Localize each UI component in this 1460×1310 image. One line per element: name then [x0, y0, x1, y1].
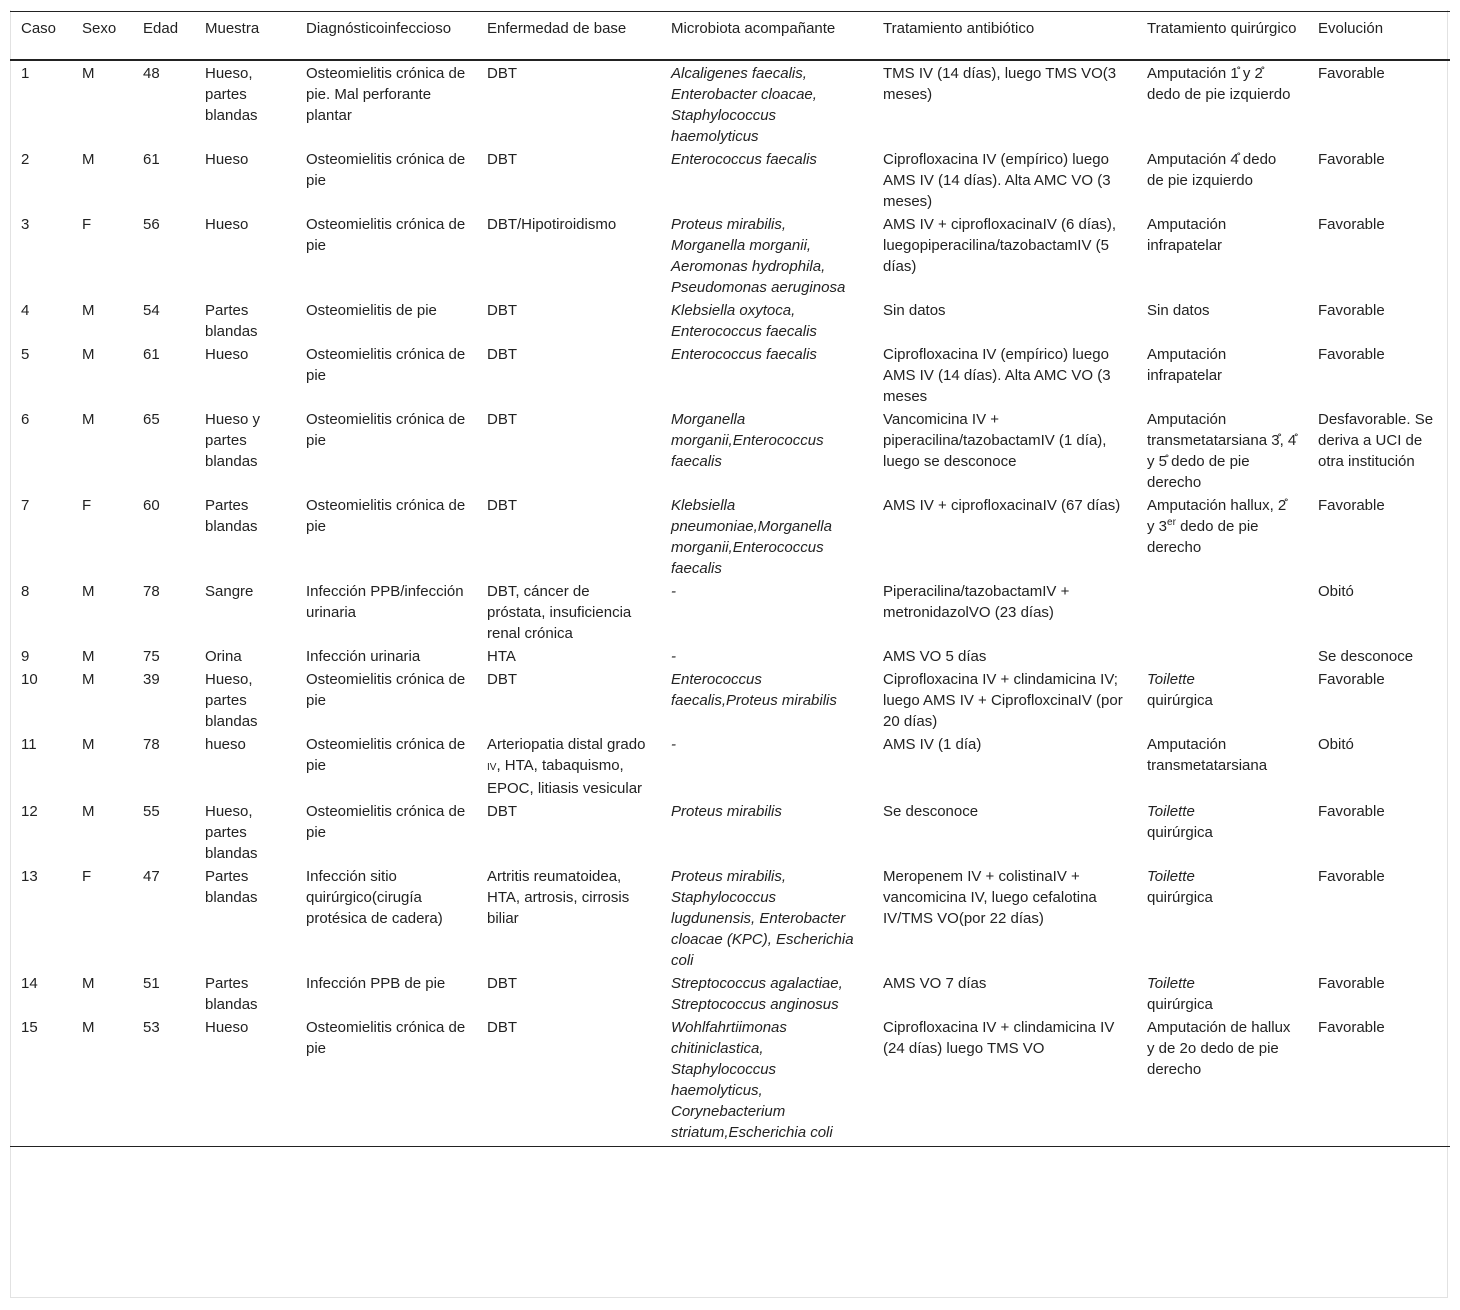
cell-caso: 9	[21, 648, 30, 665]
table-row	[10, 580, 1450, 645]
cell-evolucion: Favorable	[1318, 975, 1385, 992]
cell-diagnostico: Osteomielitis crónica de pie. Mal perforante plantar	[306, 65, 466, 124]
header-row	[10, 12, 1450, 61]
surgery-text: quirúrgica	[1147, 996, 1213, 1013]
cell-edad: 75	[143, 648, 160, 665]
cell-enfermedad-base: DBT	[487, 671, 517, 688]
cell-tratamiento-antibiotico: AMS IV + ciprofloxacinaIV (67 días)	[883, 497, 1121, 514]
surgery-text: quirúrgica	[1147, 889, 1213, 906]
table-row	[10, 343, 1450, 408]
cell-muestra: Hueso	[205, 151, 249, 168]
cell-diagnostico: Infección urinaria	[306, 648, 421, 665]
microbiota-text: Proteus mirabilis, Morganella morganii, Aeromonas hydrophila, Pseudomonas aeruginosa	[671, 216, 846, 296]
cell-sexo: M	[82, 648, 95, 665]
cell-caso: 14	[21, 975, 38, 992]
cell-muestra: Hueso	[205, 1019, 249, 1036]
surgery-italic-text: Toilette	[1147, 803, 1195, 820]
cell-tratamiento-antibiotico: AMS IV (1 día)	[883, 736, 982, 753]
cell-edad: 61	[143, 151, 160, 168]
cell-sexo: M	[82, 803, 95, 820]
surgery-italic-text: Toilette	[1147, 975, 1195, 992]
cell-tratamiento-antibiotico: Ciprofloxacina IV + clindamicina IV; luego AMS IV + CiprofloxcinaIV (por 20 días)	[883, 671, 1123, 730]
cell-evolucion: Se desconoce	[1318, 648, 1414, 665]
header-microbiota: Microbiota acompañante	[671, 20, 836, 37]
table-row	[10, 148, 1450, 213]
cell-muestra: Hueso y partes blandas	[205, 411, 261, 470]
cell-evolucion: Obitó	[1318, 583, 1354, 600]
cell-evolucion: Favorable	[1318, 868, 1385, 885]
base-disease-text-tail: , HTA, tabaquismo, EPOC, litiasis vesicular	[487, 757, 643, 797]
surgery-text: quirúrgica	[1147, 824, 1213, 841]
cell-tratamiento-antibiotico: AMS IV + ciprofloxacinaIV (6 días), luegopiperacilina/tazobactamIV (5 días)	[883, 216, 1117, 275]
cell-sexo: F	[82, 497, 92, 514]
cell-sexo: M	[82, 411, 95, 428]
header-diagnostico: Diagnósticoinfeccioso	[306, 20, 452, 37]
cell-diagnostico: Osteomielitis crónica de pie	[306, 497, 466, 535]
cell-caso: 15	[21, 1019, 38, 1036]
cell-microbiota	[660, 972, 872, 1016]
cell-muestra: Partes blandas	[205, 302, 258, 340]
cell-edad: 51	[143, 975, 160, 992]
header-caso: Caso	[21, 20, 57, 37]
cell-muestra: Orina	[205, 648, 242, 665]
table-row	[10, 800, 1450, 865]
cell-evolucion: Favorable	[1318, 151, 1385, 168]
cell-tratamiento-antibiotico: TMS IV (14 días), luego TMS VO(3 meses)	[883, 65, 1117, 103]
microbiota-text: -	[671, 736, 676, 753]
table-row	[10, 299, 1450, 343]
cell-evolucion: Favorable	[1318, 671, 1385, 688]
cell-microbiota	[660, 1016, 872, 1147]
cell-enfermedad-base: DBT	[487, 497, 517, 514]
cell-tratamiento-antibiotico: Vancomicina IV + piperacilina/tazobactamIV (1 día), luego se desconoce	[883, 411, 1107, 470]
table-row	[10, 60, 1450, 148]
cell-edad: 48	[143, 65, 160, 82]
cell-caso: 2	[21, 151, 30, 168]
cell-microbiota	[660, 645, 872, 668]
cell-tratamiento-antibiotico: AMS VO 7 días	[883, 975, 987, 992]
cell-diagnostico: Infección PPB/infección urinaria	[306, 583, 464, 621]
cell-edad: 61	[143, 346, 160, 363]
cell-edad: 39	[143, 671, 160, 688]
cell-enfermedad-base: DBT	[487, 65, 517, 82]
cell-tratamiento-antibiotico: Piperacilina/tazobactamIV + metronidazolVO (23 días)	[883, 583, 1070, 621]
cell-tratamiento-quirurgico	[1136, 494, 1307, 580]
cell-enfermedad-base: DBT/Hipotiroidismo	[487, 216, 617, 233]
cell-sexo: M	[82, 975, 95, 992]
cell-microbiota	[660, 800, 872, 865]
cell-tratamiento-quirurgico	[1136, 668, 1307, 733]
grade-text: IV	[487, 762, 497, 773]
cell-microbiota	[660, 668, 872, 733]
table-row	[10, 972, 1450, 1016]
surgery-text: quirúrgica	[1147, 692, 1213, 709]
cell-evolucion: Favorable	[1318, 1019, 1385, 1036]
surgery-text: Amputación hallux, 2̊ y 3	[1147, 497, 1287, 535]
cell-enfermedad-base: DBT	[487, 975, 517, 992]
cell-tratamiento-quirurgico: Amputación 4̊ dedo de pie izquierdo	[1147, 151, 1277, 189]
microbiota-text: Proteus mirabilis	[671, 803, 782, 820]
cell-sexo: M	[82, 302, 95, 319]
cell-caso: 11	[21, 736, 37, 753]
microbiota-text: Wohlfahrtiimonas chitiniclastica, Staphylococcus haemolyticus, Corynebacterium striatum,Escherichia coli	[671, 1019, 833, 1141]
cell-tratamiento-antibiotico: Sin datos	[883, 302, 946, 319]
cell-diagnostico: Osteomielitis crónica de pie	[306, 736, 466, 774]
cell-enfermedad-base: DBT	[487, 803, 517, 820]
cell-caso: 8	[21, 583, 30, 600]
cell-tratamiento-quirurgico	[1136, 865, 1307, 972]
microbiota-text: -	[671, 583, 676, 600]
cell-muestra: Partes blandas	[205, 497, 258, 535]
cell-sexo: M	[82, 151, 95, 168]
cell-sexo: M	[82, 346, 95, 363]
cell-tratamiento-antibiotico: Ciprofloxacina IV (empírico) luego AMS IV (14 días). Alta AMC VO (3 meses)	[883, 151, 1111, 210]
cell-caso: 1	[21, 65, 30, 82]
cell-enfermedad-base: DBT	[487, 346, 517, 363]
table-row	[10, 733, 1450, 800]
cell-diagnostico: Osteomielitis de pie	[306, 302, 437, 319]
cell-muestra: Partes blandas	[205, 975, 258, 1013]
cell-muestra: Partes blandas	[205, 868, 258, 906]
cell-diagnostico: Osteomielitis crónica de pie	[306, 803, 466, 841]
cell-evolucion: Obitó	[1318, 736, 1354, 753]
table-row	[10, 408, 1450, 494]
microbiota-text: Alcaligenes faecalis, Enterobacter cloacae, Staphylococcus haemolyticus	[671, 65, 817, 145]
cell-edad: 78	[143, 583, 160, 600]
surgery-italic-text: Toilette	[1147, 671, 1195, 688]
cell-enfermedad-base: DBT	[487, 1019, 517, 1036]
cell-diagnostico: Osteomielitis crónica de pie	[306, 411, 466, 449]
cell-evolucion: Favorable	[1318, 346, 1385, 363]
cell-microbiota	[660, 865, 872, 972]
cell-tratamiento-antibiotico: Ciprofloxacina IV + clindamicina IV (24 días) luego TMS VO	[883, 1019, 1115, 1057]
cell-tratamiento-quirurgico: Amputación transmetatarsiana	[1147, 736, 1268, 774]
cell-edad: 65	[143, 411, 160, 428]
cell-tratamiento-quirurgico: Amputación de hallux y de 2o dedo de pie derecho	[1147, 1019, 1291, 1078]
clinical-cases-table	[10, 11, 1450, 1147]
header-enfermedad-base: Enfermedad de base	[487, 20, 627, 37]
cell-enfermedad-base: HTA	[487, 648, 516, 665]
cell-muestra: Hueso	[205, 346, 249, 363]
cell-sexo: F	[82, 216, 92, 233]
microbiota-text: Streptococcus agalactiae, Streptococcus anginosus	[671, 975, 843, 1013]
superscript-text: er	[1167, 517, 1176, 528]
table-row	[10, 1016, 1450, 1147]
table-row	[10, 865, 1450, 972]
cell-sexo: M	[82, 65, 95, 82]
cell-caso: 3	[21, 216, 30, 233]
cell-diagnostico: Osteomielitis crónica de pie	[306, 151, 466, 189]
surgery-text-tail: dedo de pie derecho	[1147, 518, 1259, 556]
cell-diagnostico: Infección sitio quirúrgico(cirugía protésica de cadera)	[306, 868, 443, 927]
cell-tratamiento-quirurgico: Amputación infrapatelar	[1147, 216, 1227, 254]
cell-diagnostico: Osteomielitis crónica de pie	[306, 216, 466, 254]
header-muestra: Muestra	[205, 20, 260, 37]
header-sexo: Sexo	[82, 20, 117, 37]
cell-sexo: M	[82, 671, 95, 688]
cell-enfermedad-base: DBT	[487, 151, 517, 168]
cell-edad: 54	[143, 302, 160, 319]
table-row	[10, 668, 1450, 733]
cell-evolucion: Favorable	[1318, 497, 1385, 514]
table-row	[10, 645, 1450, 668]
cell-evolucion: Desfavorable. Se deriva a UCI de otra institución	[1318, 411, 1434, 470]
cell-tratamiento-antibiotico: Meropenem IV + colistinaIV + vancomicina IV, luego cefalotina IV/TMS VO(por 22 días)	[883, 868, 1097, 927]
header-tratamiento-antibiotico: Tratamiento antibiótico	[883, 20, 1035, 37]
cell-tratamiento-quirurgico: Amputación infrapatelar	[1147, 346, 1227, 384]
cell-microbiota	[660, 494, 872, 580]
table-row	[10, 213, 1450, 299]
cell-tratamiento-quirurgico: Amputación 1̊ y 2̊ dedo de pie izquierdo	[1147, 65, 1291, 103]
base-disease-text: Arteriopatia distal grado	[487, 736, 646, 753]
cell-sexo: M	[82, 583, 95, 600]
table-row	[10, 494, 1450, 580]
cell-enfermedad-base: DBT	[487, 411, 517, 428]
cell-microbiota	[660, 299, 872, 343]
cell-sexo: M	[82, 736, 95, 753]
microbiota-text: Klebsiella pneumoniae,Morganella morganii,Enterococcus faecalis	[671, 497, 832, 577]
cell-microbiota	[660, 213, 872, 299]
cell-muestra: hueso	[205, 736, 246, 753]
microbiota-text: Proteus mirabilis, Staphylococcus lugdunensis, Enterobacter cloacae (KPC), Escherichia coli	[671, 868, 854, 969]
cell-tratamiento-antibiotico: AMS VO 5 días	[883, 648, 987, 665]
cell-microbiota	[660, 343, 872, 408]
cell-caso: 4	[21, 302, 30, 319]
cell-enfermedad-base: DBT	[487, 302, 517, 319]
header-edad: Edad	[143, 20, 179, 37]
table-body	[10, 60, 1450, 1147]
microbiota-text: Enterococcus faecalis,Proteus mirabilis	[671, 671, 837, 709]
cell-edad: 78	[143, 736, 160, 753]
cell-muestra: Hueso, partes blandas	[205, 803, 258, 862]
cell-tratamiento-antibiotico: Se desconoce	[883, 803, 979, 820]
microbiota-text: -	[671, 648, 676, 665]
cell-diagnostico: Osteomielitis crónica de pie	[306, 346, 466, 384]
cell-tratamiento-quirurgico	[1136, 800, 1307, 865]
cell-edad: 47	[143, 868, 160, 885]
cell-enfermedad-base	[476, 733, 660, 800]
cell-edad: 55	[143, 803, 160, 820]
cell-caso: 6	[21, 411, 30, 428]
cell-enfermedad-base: Artritis reumatoidea, HTA, artrosis, cirrosis biliar	[487, 868, 630, 927]
cell-tratamiento-quirurgico	[1136, 645, 1307, 668]
cell-caso: 7	[21, 497, 30, 514]
cell-muestra: Hueso, partes blandas	[205, 671, 258, 730]
cell-evolucion: Favorable	[1318, 803, 1385, 820]
microbiota-text: Morganella morganii,Enterococcus faecalis	[671, 411, 824, 470]
cell-tratamiento-quirurgico: Sin datos	[1147, 302, 1210, 319]
cell-caso: 10	[21, 671, 38, 688]
cell-evolucion: Favorable	[1318, 302, 1385, 319]
cell-microbiota	[660, 408, 872, 494]
cell-edad: 53	[143, 1019, 160, 1036]
cell-microbiota	[660, 148, 872, 213]
microbiota-text: Klebsiella oxytoca, Enterococcus faecalis	[671, 302, 817, 340]
cell-microbiota	[660, 60, 872, 148]
cell-diagnostico: Osteomielitis crónica de pie	[306, 671, 466, 709]
cell-edad: 60	[143, 497, 160, 514]
cell-muestra: Sangre	[205, 583, 254, 600]
cell-evolucion: Favorable	[1318, 216, 1385, 233]
header-tratamiento-quirurgico: Tratamiento quirúrgico	[1147, 20, 1297, 37]
cell-muestra: Hueso, partes blandas	[205, 65, 258, 124]
cell-microbiota	[660, 580, 872, 645]
cell-tratamiento-quirurgico	[1136, 580, 1307, 645]
cell-enfermedad-base: DBT, cáncer de próstata, insuficiencia renal crónica	[487, 583, 632, 642]
cell-diagnostico: Osteomielitis crónica de pie	[306, 1019, 466, 1057]
cell-microbiota	[660, 733, 872, 800]
header-evolucion: Evolución	[1318, 20, 1384, 37]
cell-caso: 13	[21, 868, 38, 885]
surgery-italic-text: Toilette	[1147, 868, 1195, 885]
cell-diagnostico: Infección PPB de pie	[306, 975, 446, 992]
microbiota-text: Enterococcus faecalis	[671, 346, 817, 363]
cell-tratamiento-quirurgico	[1136, 972, 1307, 1016]
microbiota-text: Enterococcus faecalis	[671, 151, 817, 168]
cell-sexo: M	[82, 1019, 95, 1036]
cell-sexo: F	[82, 868, 92, 885]
cell-caso: 12	[21, 803, 38, 820]
cell-evolucion: Favorable	[1318, 65, 1385, 82]
cell-tratamiento-antibiotico: Ciprofloxacina IV (empírico) luego AMS IV (14 días). Alta AMC VO (3 meses	[883, 346, 1111, 405]
cell-caso: 5	[21, 346, 30, 363]
cell-muestra: Hueso	[205, 216, 249, 233]
table-header	[10, 12, 1450, 61]
cell-tratamiento-quirurgico: Amputación transmetatarsiana 3̊, 4̊ y 5̊ dedo de pie derecho	[1147, 411, 1297, 491]
cell-edad: 56	[143, 216, 160, 233]
